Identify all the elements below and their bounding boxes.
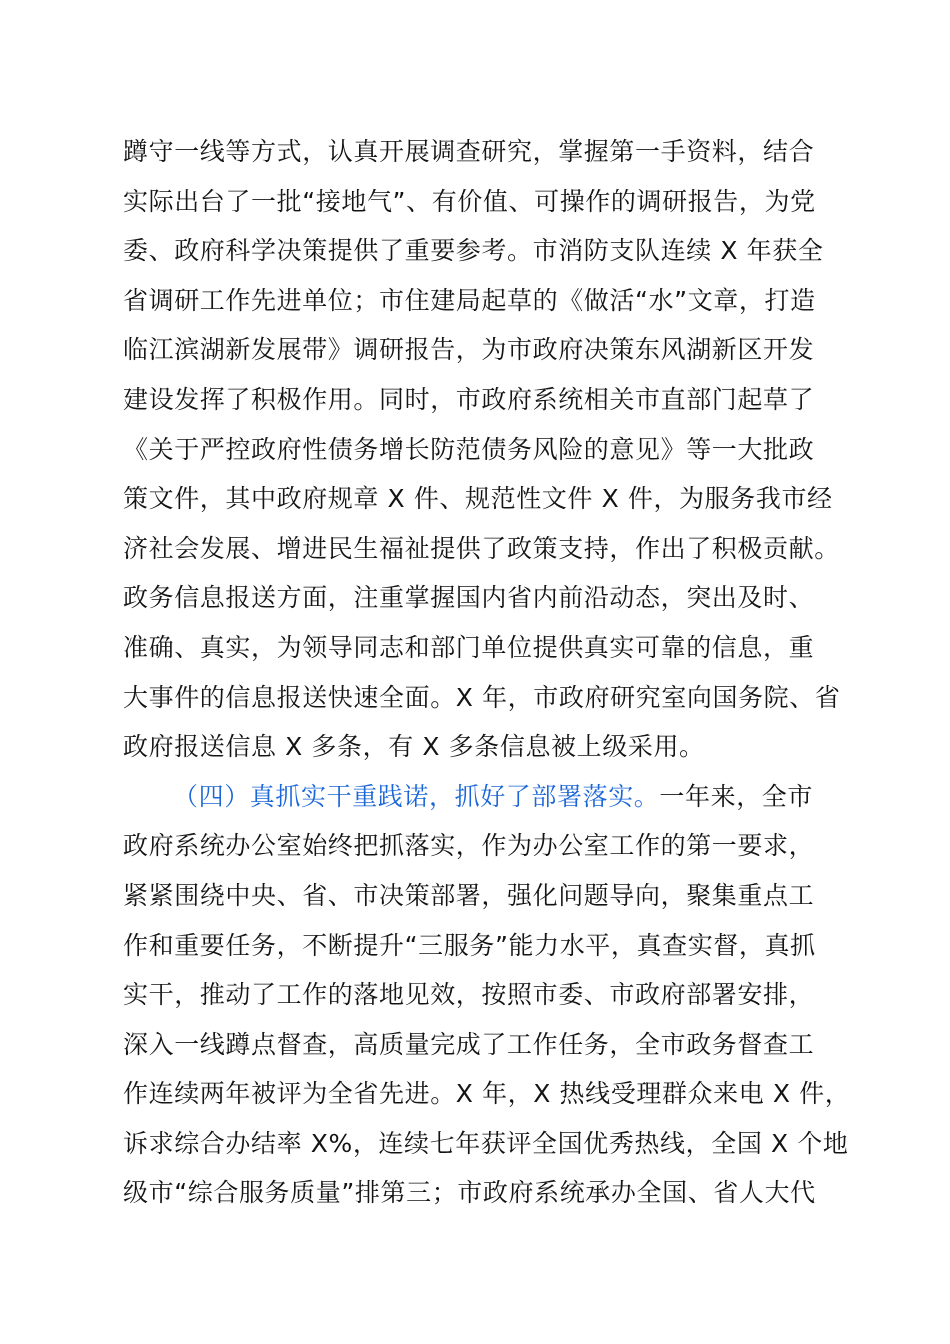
section-heading: （四）真抓实干重践诺，抓好了部署落实。 — [173, 781, 660, 811]
text-line: 建设发挥了积极作用。同时，市政府系统相关市直部门起草了 — [123, 384, 815, 414]
text-line: 诉求综合办结率 X%，连续七年获评全国优秀热线，全国 X 个地 — [123, 1128, 849, 1158]
text-line: 紧紧围绕中央、省、市决策部署，强化问题导向，聚集重点工 — [123, 880, 815, 910]
text-line: 级市“综合服务质量”排第三；市政府系统承办全国、省人大代 — [123, 1178, 816, 1208]
text-line: 策文件，其中政府规章 X 件、规范性文件 X 件，为服务我市经 — [123, 484, 833, 514]
text-line: 蹲守一线等方式，认真开展调查研究，掌握第一手资料，结合 — [123, 137, 815, 166]
text-line: 《关于严控政府性债务增长防范债务风险的意见》等一大批政 — [123, 434, 815, 464]
section-heading-line — [123, 772, 843, 822]
text-line: 实际出台了一批“接地气”、有价值、可操作的调研报告，为党 — [123, 186, 816, 216]
text-line: 临江滨湖新发展带》调研报告，为市政府决策东风湖新区开发 — [123, 335, 815, 365]
text-line: 济社会发展、增进民生福祉提供了政策支持，作出了积极贡献。 — [123, 533, 840, 563]
text-line: 实干，推动了工作的落地见效，按照市委、市政府部署安排， — [123, 980, 815, 1010]
text-line: 深入一线蹲点督查，高质量完成了工作任务，全市政务督查工 — [123, 1029, 815, 1059]
text-line: 作和重要任务，不断提升“三服务”能力水平，真查实督，真抓 — [123, 930, 816, 960]
text-line: 省调研工作先进单位；市住建局起草的《做活“水”文章，打造 — [123, 285, 816, 315]
text-line: 准确、真实，为领导同志和部门单位提供真实可靠的信息，重 — [123, 632, 815, 662]
text-line: 大事件的信息报送快速全面。X 年，市政府研究室向国务院、省 — [123, 682, 841, 712]
text-line: 政务信息报送方面，注重掌握国内省内前沿动态，突出及时、 — [123, 583, 815, 613]
heading-line-rest: 一年来，全市 — [659, 781, 814, 811]
text-line: 政府报送信息 X 多条，有 X 多条信息被上级采用。 — [123, 732, 705, 762]
text-line: 作连续两年被评为全省先进。X 年，X 热线受理群众来电 X 件， — [123, 1079, 851, 1109]
body-text — [123, 127, 851, 1218]
text-line: 委、政府科学决策提供了重要参考。市消防支队连续 X 年获全 — [123, 236, 824, 266]
text-line: 政府系统办公室始终把抓落实，作为办公室工作的第一要求， — [123, 831, 815, 861]
